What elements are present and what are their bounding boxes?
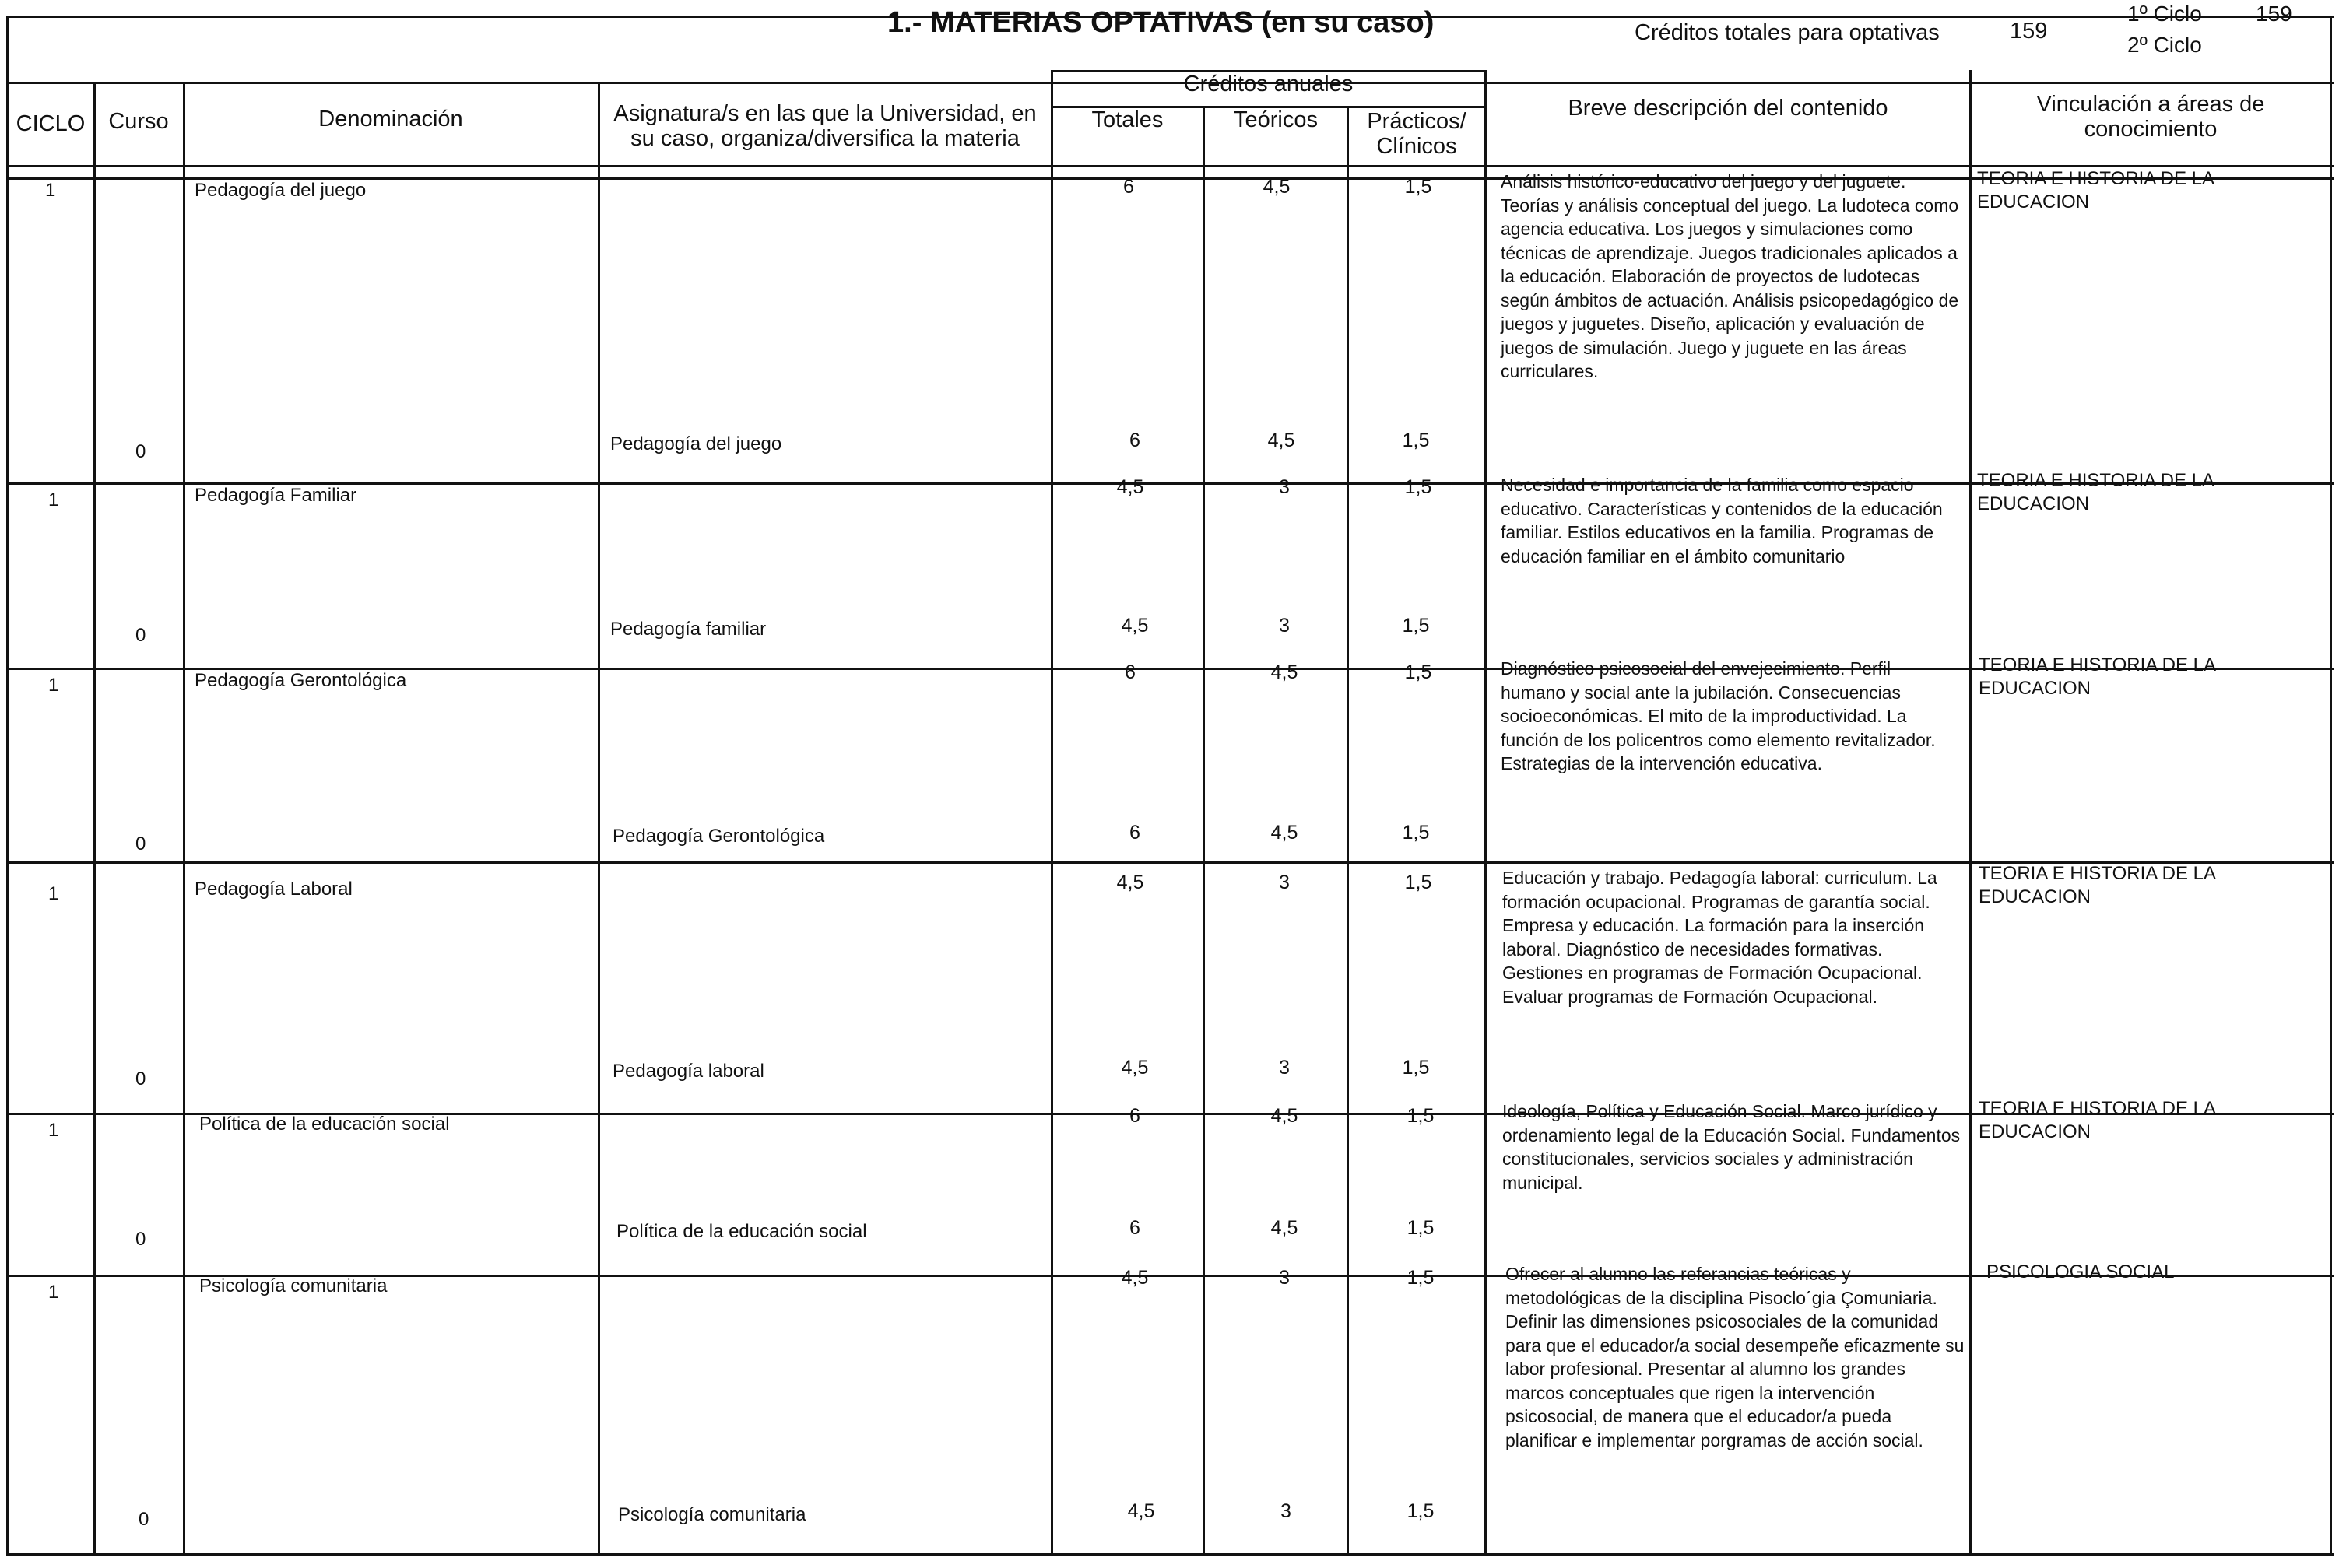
ciclo1-value: 159 [2256, 2, 2292, 26]
row2-asignatura: Pedagogía familiar [610, 619, 767, 640]
row2-curso: 0 [135, 625, 146, 646]
row6-teoricos: 3 [1279, 1267, 1290, 1289]
row6-curso: 0 [139, 1509, 149, 1530]
row4-totales: 4,5 [1116, 872, 1144, 893]
col-denominacion: Denominación [318, 107, 463, 132]
row2-sub-totales: 4,5 [1121, 615, 1149, 637]
row1-sub-teoricos: 4,5 [1267, 430, 1295, 451]
col-creditos-anuales: Créditos anuales [1183, 72, 1354, 96]
page-title: 1.- MATERIAS OPTATIVAS (en su caso) [887, 6, 1435, 39]
row1-practicos: 1,5 [1404, 176, 1432, 198]
row3-curso: 0 [135, 833, 146, 854]
row5-descripcion: Ideología, Política y Educación Social. Marco jurídico y ordenamiento legal de la Educación Social. Fundamentos constitucionales, servicios sociales y administración municipal. [1502, 1101, 1961, 1193]
row2-area: TEORIA E HISTORIA DE LA EDUCACION [1977, 470, 2214, 514]
row6-area: PSICOLOGIA SOCIAL [1986, 1261, 2175, 1282]
row4-ciclo: 1 [48, 883, 59, 904]
row3-practicos: 1,5 [1404, 661, 1432, 683]
row3-descripcion: Diagnóstico psicosocial del envejecimiento. Perfil humano y social ante la jubilación. Consecuencias socioeconómicas. El mito de la improductividad. La función de los policentros como elemento revitalizador. Estrategias de la intervención educativa. [1501, 658, 1936, 773]
row1-ciclo: 1 [45, 180, 56, 201]
ciclo1-label: 1º Ciclo [2127, 2, 2202, 26]
row6-sub-practicos: 1,5 [1407, 1500, 1435, 1522]
row3-sub-totales: 6 [1129, 822, 1140, 844]
row2-totales: 4,5 [1116, 476, 1144, 498]
col-asignatura-1: Asignatura/s en las que la Universidad, en [613, 101, 1037, 126]
row1-teoricos: 4,5 [1263, 176, 1291, 198]
row4-asignatura: Pedagogía laboral [613, 1061, 764, 1082]
row6-ciclo: 1 [48, 1282, 59, 1303]
row6-sub-teoricos: 3 [1280, 1500, 1291, 1522]
row6-descripcion: Ofrecer al alumno las referancias teóricas y metodológicas de la disciplina Pisoclo´gia Çomuniaria. Definir las dimensiones psicosociales de la comunidad para que el educador/a social desempeñe eficazmente su labor profesional. Presentar al alumno los grandes marcos conceptuales que rigen la intervención psicosocial, de manera que el educador/a pueda planificar e implementar porgramas de acción social. [1505, 1264, 1965, 1450]
row5-sub-teoricos: 4,5 [1270, 1217, 1298, 1239]
row2-ciclo: 1 [48, 489, 59, 510]
row5-sub-practicos: 1,5 [1407, 1217, 1435, 1239]
row3-denominacion: Pedagogía Gerontológica [195, 670, 407, 691]
col-vinculacion-2: conocimiento [2084, 117, 2218, 142]
creditos-totales-value: 159 [2010, 19, 2048, 44]
row5-practicos: 1,5 [1407, 1105, 1435, 1127]
row6-totales: 4,5 [1121, 1267, 1149, 1289]
row5-sub-totales: 6 [1129, 1217, 1140, 1239]
row5-teoricos: 4,5 [1270, 1105, 1298, 1127]
creditos-totales-label: Créditos totales para optativas [1635, 20, 1940, 45]
row6-denominacion: Psicología comunitaria [199, 1275, 388, 1296]
row1-totales: 6 [1123, 176, 1134, 198]
col-descripcion: Breve descripción del contenido [1568, 96, 1888, 121]
row2-sub-teoricos: 3 [1279, 615, 1290, 637]
row4-teoricos: 3 [1279, 872, 1290, 893]
col-curso: Curso [108, 109, 169, 134]
ciclo2-label: 2º Ciclo [2127, 33, 2202, 57]
row3-area: TEORIA E HISTORIA DE LA EDUCACION [1979, 654, 2215, 699]
row1-descripcion: Análisis histórico-educativo del juego y del juguete. Teorías y análisis conceptual del juego. La ludoteca como agencia educativa. Los juegos y simulaciones como técnicas de aprendizaje. Juegos tradicionales aplicados a la educación. Elaboración de proyectos de ludotecas según ámbitos de actuación. Análisis psicopedagógico de juegos y juguetes. Diseño, aplicación y evaluación de juegos de simulación. Juego y juguete en las áreas curriculares. [1501, 171, 1959, 381]
row1-area: TEORIA E HISTORIA DE LA EDUCACION [1977, 168, 2214, 212]
row2-practicos: 1,5 [1404, 476, 1432, 498]
row4-sub-totales: 4,5 [1121, 1057, 1149, 1079]
col-vinculacion-1: Vinculación a áreas de [2036, 92, 2265, 117]
col-asignatura-2: su caso, organiza/diversifica la materia [630, 126, 1020, 151]
row4-sub-teoricos: 3 [1279, 1057, 1290, 1079]
col-practicos-1: Prácticos/ [1367, 109, 1466, 134]
row5-curso: 0 [135, 1229, 146, 1250]
row1-asignatura: Pedagogía del juego [610, 433, 782, 454]
row1-denominacion: Pedagogía del juego [195, 180, 367, 201]
col-practicos-2: Clínicos [1376, 134, 1457, 159]
row4-curso: 0 [135, 1068, 146, 1089]
row4-practicos: 1,5 [1404, 872, 1432, 893]
row3-sub-teoricos: 4,5 [1270, 822, 1298, 844]
row4-denominacion: Pedagogía Laboral [195, 879, 353, 900]
row5-totales: 6 [1129, 1105, 1140, 1127]
row6-asignatura: Psicología comunitaria [618, 1504, 806, 1525]
row3-sub-practicos: 1,5 [1402, 822, 1430, 844]
row5-asignatura: Política de la educación social [616, 1221, 867, 1242]
row1-curso: 0 [135, 441, 146, 462]
col-teoricos: Teóricos [1234, 107, 1318, 132]
col-ciclo: CICLO [16, 111, 86, 136]
row1-sub-totales: 6 [1129, 430, 1140, 451]
row3-asignatura: Pedagogía Gerontológica [613, 826, 825, 847]
row3-teoricos: 4,5 [1270, 661, 1298, 683]
row2-denominacion: Pedagogía Familiar [195, 485, 357, 506]
row1-sub-practicos: 1,5 [1402, 430, 1430, 451]
row3-totales: 6 [1125, 661, 1136, 683]
row5-denominacion: Política de la educación social [199, 1114, 450, 1135]
row2-descripcion: Necesidad e importancia de la familia como espacio educativo. Características y contenidos de la educación familiar. Estilos educativos en la familia. Programas de educación familiar en el ámbito comunitario [1501, 475, 1943, 567]
row5-ciclo: 1 [48, 1120, 59, 1141]
row6-practicos: 1,5 [1407, 1267, 1435, 1289]
col-totales: Totales [1091, 107, 1164, 132]
row3-ciclo: 1 [48, 675, 59, 696]
row5-area: TEORIA E HISTORIA DE LA EDUCACION [1979, 1098, 2215, 1142]
row4-sub-practicos: 1,5 [1402, 1057, 1430, 1079]
row2-teoricos: 3 [1279, 476, 1290, 498]
row4-descripcion: Educación y trabajo. Pedagogía laboral: curriculum. La formación ocupacional. Programas de garantía social. Empresa y educación. La formación para la inserción laboral. Diagnóstico de necesidades formativas. Gestiones en programas de Formación Ocupacional. Evaluar programas de Formación Ocupacional. [1502, 868, 1937, 1007]
row2-sub-practicos: 1,5 [1402, 615, 1430, 637]
row6-sub-totales: 4,5 [1127, 1500, 1155, 1522]
row4-area: TEORIA E HISTORIA DE LA EDUCACION [1979, 863, 2215, 907]
